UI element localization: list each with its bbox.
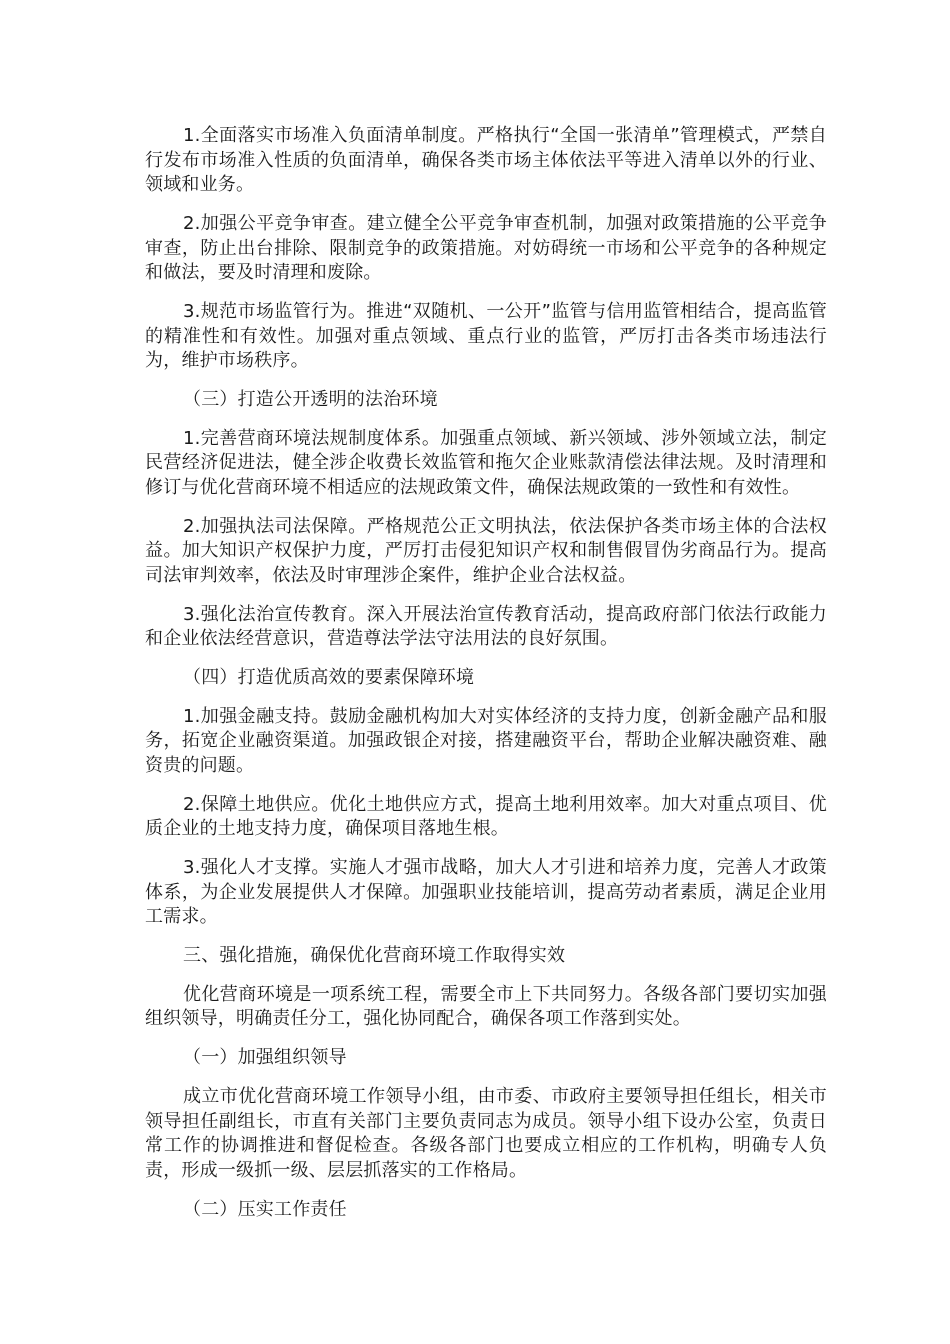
document-body bbox=[145, 124, 827, 1236]
paragraph-law-enforcement: 2.加强执法司法保障。严格规范公正文明执法，依法保护各类市场主体的合法权益。加大知识产权保护力度，严厉打击侵犯知识产权和制售假冒伪劣商品行为。提高司法审判效率，依法及时审理涉企案件，维护企业合法权益。 bbox=[145, 515, 827, 586]
paragraph-legal-education: 3.强化法治宣传教育。深入开展法治宣传教育活动，提高政府部门依法行政能力和企业依法经营意识，营造尊法学法守法用法的良好氛围。 bbox=[145, 603, 827, 650]
paragraph-financial-support: 1.加强金融支持。鼓励金融机构加大对实体经济的支持力度，创新金融产品和服务，拓宽企业融资渠道。加强政银企对接，搭建融资平台，帮助企业解决融资难、融资贵的问题。 bbox=[145, 705, 827, 776]
section-heading-rule-of-law: （三）打造公开透明的法治环境 bbox=[183, 388, 438, 410]
paragraph-market-access: 1.全面落实市场准入负面清单制度。严格执行“全国一张清单”管理模式，严禁自行发布市场准入性质的负面清单，确保各类市场主体依法平等进入清单以外的行业、领域和业务。 bbox=[145, 125, 827, 196]
section-heading-factor-support: （四）打造优质高效的要素保障环境 bbox=[183, 667, 475, 688]
section-heading-leadership: （一）加强组织领导 bbox=[183, 1047, 347, 1069]
chapter-heading-measures: 三、强化措施，确保优化营商环境工作取得实效 bbox=[183, 945, 566, 967]
paragraph-regulation-system: 1.完善营商环境法规制度体系。加强重点领域、新兴领域、涉外领域立法，制定民营经济促进法，健全涉企收费长效监管和拖欠企业账款清偿法律法规。及时清理和修订与优化营商环境不相适应的法规政策文件，确保法规政策的一致性和有效性。 bbox=[145, 427, 827, 498]
paragraph-land-supply: 2.保障土地供应。优化土地供应方式，提高土地利用效率。加大对重点项目、优质企业的土地支持力度，确保项目落地生根。 bbox=[145, 793, 827, 840]
paragraph-fair-competition: 2.加强公平竞争审查。建立健全公平竞争审查机制，加强对政策措施的公平竞争审查，防止出台排除、限制竞争的政策措施。对妨碍统一市场和公平竞争的各种规定和做法，要及时清理和废除。 bbox=[145, 212, 827, 284]
paragraph-market-supervision: 3.规范市场监管行为。推进“双随机、一公开”监管与信用监管相结合，提高监管的精准性和有效性。加强对重点领域、重点行业的监管，严厉打击各类市场违法行为，维护市场秩序。 bbox=[145, 300, 827, 372]
paragraph-measures-intro: 优化营商环境是一项系统工程，需要全市上下共同努力。各级各部门要切实加强组织领导，明确责任分工，强化协同配合，确保各项工作落到实处。 bbox=[145, 983, 827, 1030]
section-heading-responsibility: （二）压实工作责任 bbox=[183, 1198, 347, 1220]
paragraph-talent-support: 3.强化人才支撑。实施人才强市战略，加大人才引进和培养力度，完善人才政策体系，为企业发展提供人才保障。加强职业技能培训，提高劳动者素质，满足企业用工需求。 bbox=[145, 857, 827, 928]
paragraph-leading-group: 成立市优化营商环境工作领导小组，由市委、市政府主要领导担任组长，相关市领导担任副组长，市直有关部门主要负责同志为成员。领导小组下设办公室，负责日常工作的协调推进和督促检查。各级各部门也要成立相应的工作机构，明确专人负责，形成一级抓一级、层层抓落实的工作格局。 bbox=[145, 1086, 827, 1181]
